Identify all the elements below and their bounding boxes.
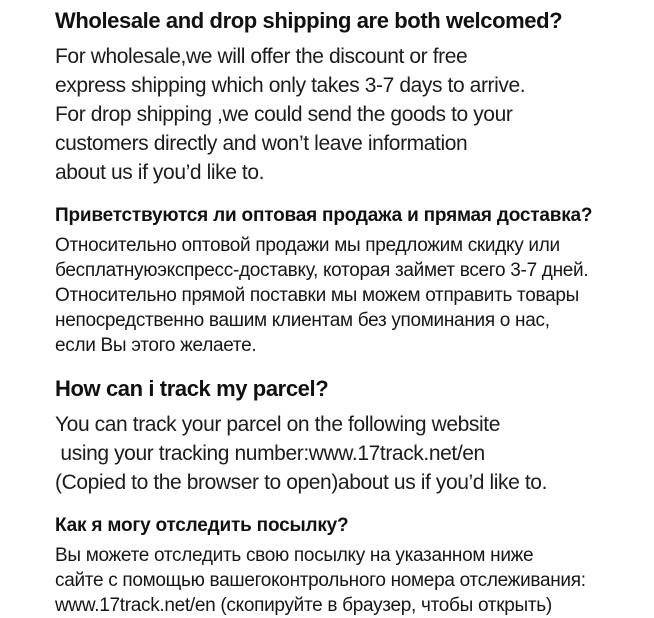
text-line-tracking-url: www.17track.net/en (скопируйте в браузер, чтобы открыть)	[55, 595, 552, 616]
text-line: сайте с помощью вашегоконтрольного номера отслеживания:	[55, 570, 586, 591]
section-wholesale-ru	[55, 203, 638, 358]
text-line: если Вы этого желаете.	[55, 335, 257, 356]
section-tracking-en	[55, 374, 638, 497]
text-line: Относительно прямой поставки мы можем отправить товары	[55, 285, 579, 306]
text-line: непосредственно вашим клиентам без упоминания о нас,	[55, 310, 550, 331]
question-heading-wholesale-ru: Приветствуются ли оптовая продажа и прямая доставка?	[55, 205, 593, 226]
text-line: (Copied to the browser to open)about us if you’d like to.	[55, 471, 547, 494]
text-line: customers directly and won’t leave information	[55, 132, 468, 155]
question-heading-wholesale-en: Wholesale and drop shipping are both welcomed?	[55, 8, 563, 33]
section-tracking-ru	[55, 513, 638, 618]
answer-tracking-ru	[55, 543, 638, 618]
text-line: Относительно оптовой продажи мы предложим скидку или	[55, 235, 560, 256]
text-line: about us if you’d like to.	[55, 161, 265, 184]
text-line: бесплатнуюэкспресс-доставку, которая займет всего 3-7 дней.	[55, 260, 589, 281]
text-line-tracking-url: using your tracking number:www.17track.net/en	[55, 442, 485, 465]
section-wholesale-en	[55, 6, 638, 187]
text-line: For drop shipping ,we could send the goods to your	[55, 103, 513, 126]
answer-wholesale-ru	[55, 233, 638, 358]
text-line: express shipping which only takes 3-7 days to arrive.	[55, 74, 526, 97]
question-heading-tracking-en: How can i track my parcel?	[55, 376, 329, 401]
text-line: For wholesale,we will offer the discount or free	[55, 45, 468, 68]
text-line: You can track your parcel on the following website	[55, 413, 500, 436]
answer-tracking-en	[55, 410, 638, 497]
answer-wholesale-en	[55, 42, 638, 187]
question-heading-tracking-ru: Как я могу отследить посылку?	[55, 515, 349, 536]
text-line: Вы можете отследить свою посылку на указанном ниже	[55, 545, 534, 566]
